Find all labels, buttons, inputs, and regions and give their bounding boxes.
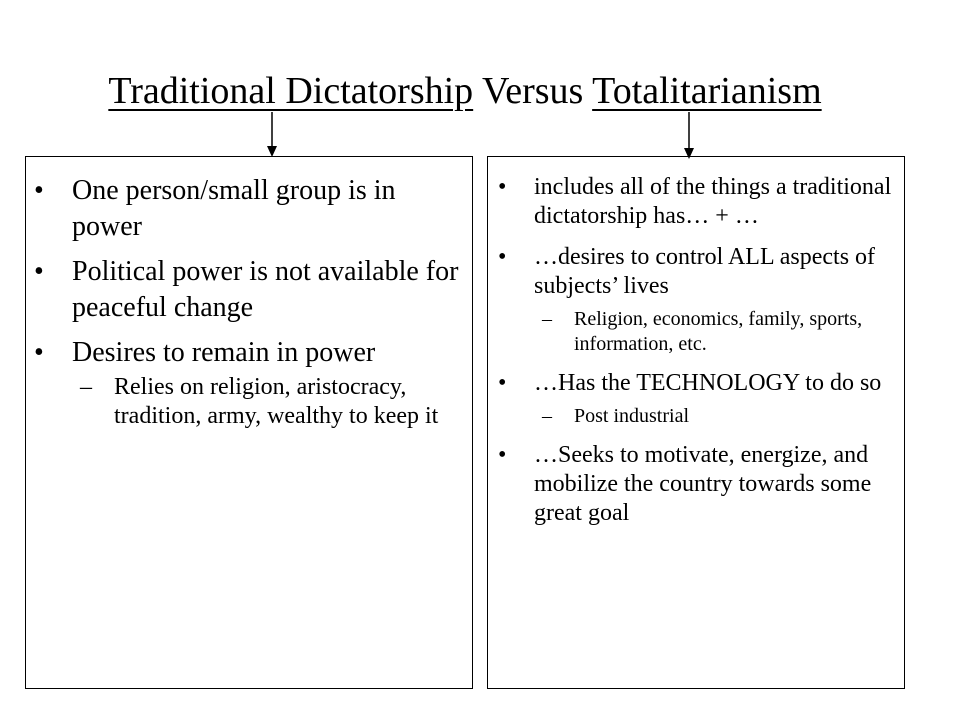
left-arrow-icon <box>266 112 278 158</box>
totalitarianism-box <box>487 156 905 689</box>
page-title <box>0 68 930 114</box>
sub-list-item-text: Relies on religion, aristocracy, tradition, army, wealthy to keep it <box>114 374 439 429</box>
list-item <box>498 369 898 429</box>
list-item-text: • …desires to control ALL aspects of subjects’ lives <box>534 244 876 299</box>
dash-marker: – <box>542 405 552 427</box>
list-item: • includes all of the things a traditional dictatorship has… + … <box>498 173 898 231</box>
traditional-dictatorship-box <box>25 156 473 689</box>
sub-list-item-text: Post industrial <box>574 405 690 427</box>
list-item <box>498 243 898 357</box>
sub-list-item-text: Religion, economics, family, sports, information, etc. <box>574 308 863 355</box>
dash-marker: – <box>80 374 92 400</box>
dash-marker: – <box>542 308 552 330</box>
list-item: • One person/small group is in power <box>34 173 466 245</box>
sub-list-item <box>534 404 898 429</box>
list-item: • …Seeks to motivate, energize, and mobilize the country towards some great goal <box>498 441 898 528</box>
totalitarianism-list <box>498 173 898 540</box>
list-item-text: • …Has the TECHNOLOGY to do so <box>534 370 882 396</box>
list-item-text: • Desires to remain in power <box>72 337 376 368</box>
sub-list-item <box>72 373 466 431</box>
list-item <box>34 335 466 431</box>
right-arrow-icon <box>683 112 695 160</box>
title-traditional-dictatorship: Traditional Dictatorship <box>108 70 474 112</box>
title-versus: Versus <box>473 70 593 112</box>
traditional-dictatorship-list <box>34 173 466 440</box>
title-totalitarianism: Totalitarianism <box>592 70 822 112</box>
sub-list-item <box>534 307 898 357</box>
list-item: • Political power is not available for peaceful change <box>34 254 466 326</box>
